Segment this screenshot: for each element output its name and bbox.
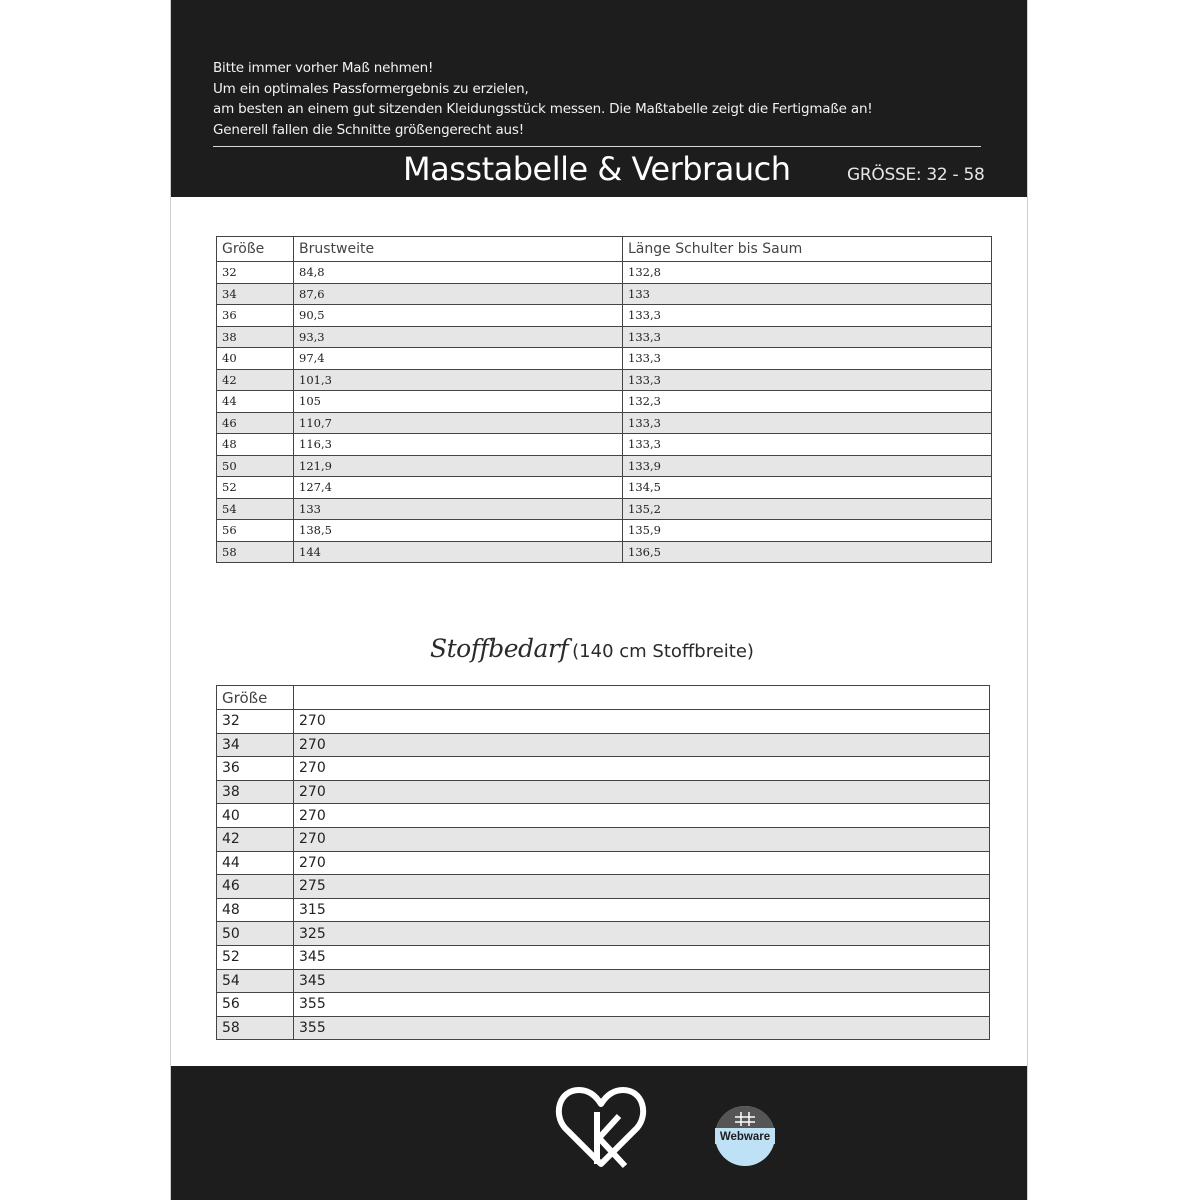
length-cell: 135,9 xyxy=(623,520,992,542)
size-cell: 42 xyxy=(217,827,294,851)
size-cell: 36 xyxy=(217,305,294,327)
size-chart-sheet xyxy=(170,0,1028,1200)
fabric-amount-cell: 270 xyxy=(294,780,990,804)
column-header-amount xyxy=(294,686,990,710)
fabric-table-body xyxy=(217,710,990,1040)
heart-k-logo-icon xyxy=(555,1080,647,1172)
fabric-amount-cell: 345 xyxy=(294,945,990,969)
table-row xyxy=(217,498,992,520)
size-cell: 52 xyxy=(217,477,294,499)
size-cell: 52 xyxy=(217,945,294,969)
table-row xyxy=(217,804,990,828)
table-row xyxy=(217,1016,990,1040)
fabric-amount-cell: 270 xyxy=(294,757,990,781)
measurement-table-body xyxy=(217,262,992,563)
chest-cell: 121,9 xyxy=(294,455,623,477)
table-row xyxy=(217,875,990,899)
fabric-table xyxy=(216,685,990,1040)
table-row xyxy=(217,305,992,327)
size-cell: 40 xyxy=(217,804,294,828)
size-cell: 44 xyxy=(217,851,294,875)
table-row xyxy=(217,757,990,781)
chest-cell: 93,3 xyxy=(294,326,623,348)
table-row xyxy=(217,283,992,305)
chest-cell: 84,8 xyxy=(294,262,623,284)
size-cell: 56 xyxy=(217,520,294,542)
table-row xyxy=(217,827,990,851)
table-row xyxy=(217,369,992,391)
length-cell: 135,2 xyxy=(623,498,992,520)
chest-cell: 116,3 xyxy=(294,434,623,456)
column-header-size: Größe xyxy=(217,237,294,262)
fabric-heading xyxy=(430,634,754,663)
badge-label: Webware xyxy=(719,1131,771,1143)
length-cell: 133 xyxy=(623,283,992,305)
fabric-amount-cell: 270 xyxy=(294,827,990,851)
size-cell: 54 xyxy=(217,969,294,993)
table-row xyxy=(217,477,992,499)
size-cell: 32 xyxy=(217,710,294,734)
table-row xyxy=(217,391,992,413)
note-line: Bitte immer vorher Maß nehmen! xyxy=(213,60,434,76)
chest-cell: 133 xyxy=(294,498,623,520)
table-row xyxy=(217,851,990,875)
note-line: Generell fallen die Schnitte größengerecht aus! xyxy=(213,121,524,138)
fabric-amount-cell: 355 xyxy=(294,993,990,1017)
header-band xyxy=(171,0,1027,197)
size-cell: 56 xyxy=(217,993,294,1017)
size-cell: 42 xyxy=(217,369,294,391)
size-cell: 50 xyxy=(217,455,294,477)
length-cell: 133,3 xyxy=(623,412,992,434)
length-cell: 134,5 xyxy=(623,477,992,499)
fabric-amount-cell: 355 xyxy=(294,1016,990,1040)
size-range-label: GRÖSSE: 32 - 58 xyxy=(847,165,985,185)
column-header-size: Größe xyxy=(217,686,294,710)
fabric-amount-cell: 270 xyxy=(294,851,990,875)
length-cell: 133,3 xyxy=(623,305,992,327)
table-header-row xyxy=(217,686,990,710)
chest-cell: 138,5 xyxy=(294,520,623,542)
table-header-row xyxy=(217,237,992,262)
chest-cell: 144 xyxy=(294,541,623,563)
size-cell: 54 xyxy=(217,498,294,520)
footer-band xyxy=(171,1066,1027,1200)
fabric-amount-cell: 325 xyxy=(294,922,990,946)
size-cell: 34 xyxy=(217,733,294,757)
size-cell: 50 xyxy=(217,922,294,946)
size-cell: 36 xyxy=(217,757,294,781)
chest-cell: 110,7 xyxy=(294,412,623,434)
fabric-amount-cell: 270 xyxy=(294,804,990,828)
fabric-heading-script: Stoffbedarf xyxy=(430,634,569,663)
table-row xyxy=(217,733,990,757)
length-cell: 133,3 xyxy=(623,369,992,391)
table-row xyxy=(217,710,990,734)
length-cell: 133,9 xyxy=(623,455,992,477)
size-cell: 48 xyxy=(217,898,294,922)
table-row xyxy=(217,898,990,922)
fabric-width-note: (140 cm Stoffbreite) xyxy=(572,641,754,662)
page-title: Masstabelle & Verbrauch xyxy=(403,150,791,188)
chest-cell: 90,5 xyxy=(294,305,623,327)
size-cell: 46 xyxy=(217,875,294,899)
size-cell: 40 xyxy=(217,348,294,370)
header-divider xyxy=(213,146,981,147)
size-cell: 32 xyxy=(217,262,294,284)
table-row xyxy=(217,412,992,434)
length-cell: 133,3 xyxy=(623,326,992,348)
size-cell: 34 xyxy=(217,283,294,305)
fabric-amount-cell: 270 xyxy=(294,710,990,734)
column-header-chest: Brustweite xyxy=(294,237,623,262)
chest-cell: 105 xyxy=(294,391,623,413)
table-row xyxy=(217,434,992,456)
length-cell: 132,8 xyxy=(623,262,992,284)
size-cell: 48 xyxy=(217,434,294,456)
measurement-notes xyxy=(213,58,873,140)
length-cell: 133,3 xyxy=(623,348,992,370)
chest-cell: 127,4 xyxy=(294,477,623,499)
size-cell: 38 xyxy=(217,326,294,348)
fabric-amount-cell: 315 xyxy=(294,898,990,922)
column-header-length: Länge Schulter bis Saum xyxy=(623,237,992,262)
size-cell: 38 xyxy=(217,780,294,804)
table-row xyxy=(217,541,992,563)
table-row xyxy=(217,262,992,284)
table-row xyxy=(217,945,990,969)
chest-cell: 97,4 xyxy=(294,348,623,370)
note-line: Um ein optimales Passformergebnis zu erzielen, xyxy=(213,80,529,97)
table-row xyxy=(217,455,992,477)
measurement-table xyxy=(216,236,992,563)
table-row xyxy=(217,520,992,542)
length-cell: 132,3 xyxy=(623,391,992,413)
fabric-amount-cell: 345 xyxy=(294,969,990,993)
table-row xyxy=(217,969,990,993)
fabric-amount-cell: 275 xyxy=(294,875,990,899)
note-line: am besten an einem gut sitzenden Kleidungsstück messen. Die Maßtabelle zeigt die Fertigmaße an! xyxy=(213,101,873,117)
length-cell: 136,5 xyxy=(623,541,992,563)
chest-cell: 101,3 xyxy=(294,369,623,391)
fabric-amount-cell: 270 xyxy=(294,733,990,757)
table-row xyxy=(217,993,990,1017)
chest-cell: 87,6 xyxy=(294,283,623,305)
size-cell: 46 xyxy=(217,412,294,434)
table-row xyxy=(217,922,990,946)
size-cell: 58 xyxy=(217,541,294,563)
size-cell: 44 xyxy=(217,391,294,413)
table-row xyxy=(217,348,992,370)
table-row xyxy=(217,780,990,804)
size-cell: 58 xyxy=(217,1016,294,1040)
length-cell: 133,3 xyxy=(623,434,992,456)
table-row xyxy=(217,326,992,348)
